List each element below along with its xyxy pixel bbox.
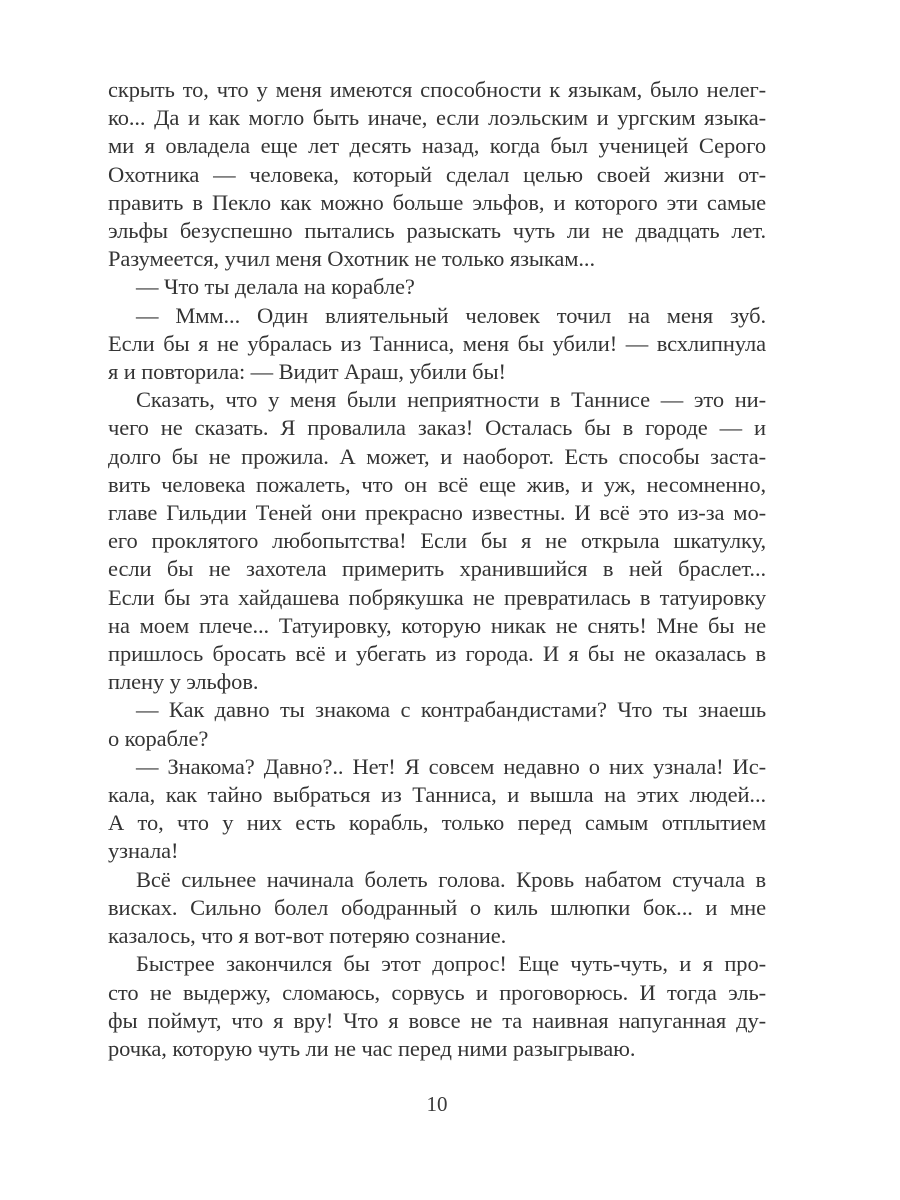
- text-line: править в Пекло как можно больше эльфов, и которого эти самые: [108, 189, 766, 215]
- text-line: Разумеется, учил меня Охотник не только языкам...: [108, 246, 595, 272]
- text-line: рочка, которую чуть ли не час перед ними разыгрываю.: [108, 1035, 636, 1061]
- text-line: его проклятого любопытства! Если бы я не открыла шкатулку,: [108, 528, 766, 554]
- text-line: Если бы я не убралась из Танниса, меня бы убили! — всхлипнула: [108, 330, 766, 356]
- text-line: кала, как тайно выбраться из Танниса, и вышла на этих людей...: [108, 782, 766, 808]
- text-line: долго бы не прожила. А может, и наоборот. Есть способы заста-: [108, 443, 766, 469]
- text-line: А то, что у них есть корабль, только перед самым отплытием: [108, 810, 766, 836]
- paragraph: [108, 76, 766, 273]
- text-line: висках. Сильно болел ободранный о киль шлюпки бок... и мне: [108, 894, 766, 920]
- text-line: ми я овладела еще лет десять назад, когда был ученицей Серого: [108, 133, 766, 159]
- text-line: главе Гильдии Теней они прекрасно известны. И всё это из-за мо-: [108, 500, 766, 526]
- paragraph: [108, 273, 766, 301]
- text-line: пришлось бросать всё и убегать из города. И я бы не оказалась в: [108, 641, 766, 667]
- text-line: — Ммм... Один влиятельный человек точил на меня зуб.: [136, 302, 766, 328]
- text-line: Быстрее закончился бы этот допрос! Еще чуть-чуть, и я про-: [136, 951, 766, 977]
- paragraph: [108, 696, 766, 752]
- text-line: Всё сильнее начинала болеть голова. Кровь набатом стучала в: [136, 866, 766, 892]
- text-line: казалось, что я вот-вот потеряю сознание.: [108, 923, 507, 949]
- text-line: на моем плече... Татуировку, которую никак не снять! Мне бы не: [108, 612, 766, 638]
- text-line: сто не выдержу, сломаюсь, сорвусь и проговорюсь. И тогда эль-: [108, 979, 766, 1005]
- text-line: эльфы безуспешно пытались разыскать чуть ли не двадцать лет.: [108, 218, 766, 244]
- text-line: плену у эльфов.: [108, 669, 259, 695]
- text-line: фы поймут, что я вру! Что я вовсе не та наивная напуганная ду-: [108, 1007, 766, 1033]
- text-line: Сказать, что у меня были неприятности в Таннисе — это ни-: [136, 387, 766, 413]
- text-line: скрыть то, что у меня имеются способности к языкам, было нелег-: [108, 77, 766, 102]
- text-line: ко... Да и как могло быть иначе, если лоэльским и ургским языка-: [108, 105, 766, 131]
- paragraph: [108, 950, 766, 1063]
- page-number: 10: [426, 1092, 448, 1116]
- text-line: вить человека пожалеть, что он всё еще жив, и уж, несомненно,: [108, 471, 766, 497]
- text-line: чего не сказать. Я провалила заказ! Осталась бы в городе — и: [108, 415, 766, 441]
- text-line: — Знакома? Давно?.. Нет! Я совсем недавно о них узнала! Ис-: [136, 753, 766, 779]
- paragraph: [108, 866, 766, 951]
- text-block: [108, 76, 766, 1063]
- paragraph: [108, 753, 766, 866]
- text-line: Охотника — человека, который сделал целью своей жизни от-: [108, 161, 766, 187]
- text-line: Если бы эта хайдашева побрякушка не превратилась в татуировку: [108, 584, 766, 610]
- text-line: — Что ты делала на корабле?: [136, 274, 415, 300]
- text-line: — Как давно ты знакома с контрабандистами? Что ты знаешь: [136, 697, 766, 723]
- text-line: если бы не захотела примерить хранившийся в ней браслет...: [108, 556, 766, 582]
- text-line: узнала!: [108, 838, 179, 864]
- text-line: я и повторила: — Видит Араш, убили бы!: [108, 359, 506, 385]
- text-line: о корабле?: [108, 725, 209, 751]
- paragraph: [108, 386, 766, 696]
- paragraph: [108, 302, 766, 387]
